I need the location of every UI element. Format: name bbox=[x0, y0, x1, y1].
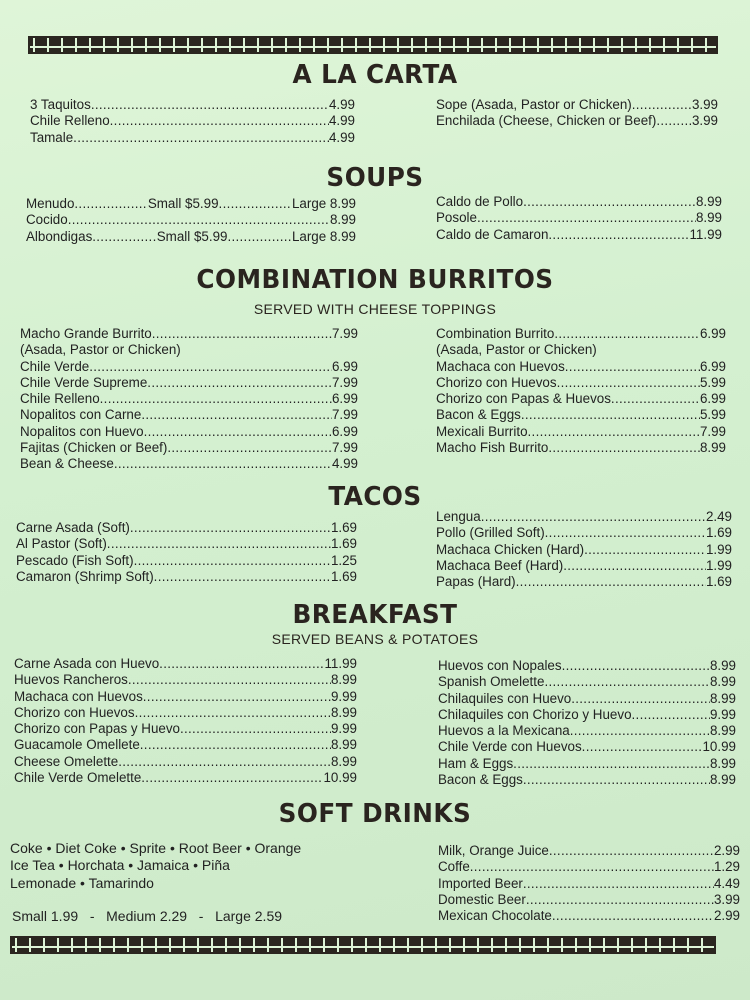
menu-item bbox=[438, 723, 736, 739]
dot-leader bbox=[570, 723, 710, 739]
menu-item-price: 1.69 bbox=[705, 525, 732, 541]
menu-item-name: Bacon & Eggs bbox=[438, 772, 523, 788]
menu-item bbox=[438, 658, 736, 674]
menu-item-name: Al Pastor (Soft) bbox=[16, 536, 107, 552]
menu-item bbox=[436, 542, 732, 558]
menu-item bbox=[436, 342, 726, 358]
dot-leader bbox=[147, 375, 332, 391]
tacos-right bbox=[436, 509, 732, 590]
menu-item bbox=[436, 326, 726, 342]
menu-item-price: 5.99 bbox=[699, 374, 726, 390]
dot-leader bbox=[181, 342, 358, 358]
section-title-a-la-carta: A LA CARTA bbox=[292, 60, 458, 90]
menu-item-price: 11.99 bbox=[689, 226, 722, 242]
menu-item-price: 9.99 bbox=[330, 688, 357, 704]
menu-item-price: 1.99 bbox=[705, 557, 732, 573]
menu-item bbox=[14, 754, 357, 770]
dot-leader bbox=[118, 754, 331, 770]
menu-item bbox=[26, 212, 356, 228]
menu-item-price: 4.99 bbox=[328, 97, 355, 112]
dot-leader bbox=[114, 456, 332, 472]
section-title-breakfast: BREAKFAST bbox=[292, 600, 458, 630]
menu-item bbox=[14, 656, 357, 672]
dot-leader bbox=[143, 689, 331, 705]
menu-item-name: Chorizo con Papas & Huevos bbox=[436, 391, 611, 407]
menu-item-price: 2.99 bbox=[713, 908, 740, 924]
dot-leader bbox=[141, 407, 332, 423]
section-subtitle-burritos: SERVED WITH CHEESE TOPPINGS bbox=[253, 301, 497, 317]
menu-item-price: 6.99 bbox=[331, 358, 358, 374]
menu-item-name: Nopalitos con Huevo bbox=[20, 423, 144, 439]
tacos-left bbox=[16, 520, 357, 585]
menu-item-price: 9.99 bbox=[709, 706, 736, 722]
menu-item-name: Bacon & Eggs bbox=[436, 407, 521, 423]
menu-item-price: 8.99 bbox=[709, 658, 736, 673]
menu-item-name: Chile Verde Omelette bbox=[14, 770, 142, 786]
dot-leader bbox=[92, 229, 156, 245]
menu-item-price: 2.99 bbox=[713, 843, 740, 858]
dot-leader bbox=[516, 574, 706, 590]
menu-item-name: Fajitas (Chicken or Beef) bbox=[20, 440, 168, 456]
dot-leader bbox=[89, 359, 332, 375]
dot-leader bbox=[140, 737, 331, 753]
dot-leader bbox=[548, 440, 700, 456]
menu-item-price: 8.99 bbox=[695, 210, 722, 226]
menu-item bbox=[20, 359, 358, 375]
menu-item bbox=[30, 113, 355, 129]
menu-item bbox=[20, 456, 358, 472]
dot-leader bbox=[100, 391, 332, 407]
menu-item-name: Camaron (Shrimp Soft) bbox=[16, 568, 154, 584]
dot-leader bbox=[562, 658, 710, 674]
section-title-combination-burritos: COMBINATION BURRITOS bbox=[196, 265, 554, 295]
menu-item-price: 2.49 bbox=[705, 509, 732, 524]
menu-item bbox=[438, 908, 740, 924]
menu-item-name: Nopalitos con Carne bbox=[20, 407, 142, 423]
menu-item-name: Imported Beer bbox=[438, 875, 523, 891]
menu-item-small-price: Small $5.99 bbox=[156, 228, 228, 244]
menu-item-price: 4.99 bbox=[328, 129, 355, 145]
menu-item-name: Macho Fish Burrito bbox=[436, 440, 549, 456]
menu-item-name: Cheese Omelette bbox=[14, 753, 119, 769]
a-la-carta-right bbox=[436, 97, 718, 130]
dot-leader bbox=[552, 908, 714, 924]
menu-item bbox=[16, 553, 357, 569]
menu-item-name: Spanish Omelette bbox=[438, 674, 545, 690]
menu-item-price: 8.99 bbox=[709, 690, 736, 706]
menu-item-name: Chorizo con Papas y Huevo bbox=[14, 721, 180, 737]
menu-item-name: Chile Verde con Huevos bbox=[438, 739, 582, 755]
menu-item-price: 7.99 bbox=[331, 407, 358, 423]
menu-item bbox=[436, 113, 718, 129]
menu-item-name: Chile Verde bbox=[20, 358, 90, 374]
menu-item bbox=[436, 97, 718, 113]
soups-right bbox=[436, 194, 722, 243]
menu-item bbox=[436, 375, 726, 391]
menu-item-name: Chorizo con Huevos bbox=[436, 374, 557, 390]
dot-leader bbox=[557, 375, 700, 391]
menu-item-price: 8.99 bbox=[709, 723, 736, 739]
section-title-soft-drinks: SOFT DRINKS bbox=[278, 799, 472, 829]
greek-key-border-bottom bbox=[10, 936, 716, 954]
menu-item-price: 1.69 bbox=[330, 568, 357, 584]
menu-item bbox=[436, 359, 726, 375]
menu-item-price: 8.99 bbox=[709, 772, 736, 788]
menu-item-name: 3 Taquitos bbox=[30, 97, 91, 112]
menu-item bbox=[438, 756, 736, 772]
soft-drinks-line: Coke • Diet Coke • Sprite • Root Beer • Orange bbox=[10, 840, 302, 856]
menu-item-name: Carne Asada con Huevo bbox=[14, 656, 160, 671]
menu-item bbox=[436, 440, 726, 456]
dot-leader bbox=[477, 210, 696, 226]
soft-drinks-right bbox=[438, 843, 740, 924]
menu-item-price: 6.99 bbox=[699, 358, 726, 374]
section-title-soups: SOUPS bbox=[326, 163, 424, 193]
menu-item bbox=[26, 196, 356, 212]
burritos-right bbox=[436, 326, 726, 456]
menu-item bbox=[16, 569, 357, 585]
menu-item-price: 4.99 bbox=[328, 113, 355, 129]
dot-leader bbox=[513, 756, 710, 772]
menu-item-price: 10.99 bbox=[702, 739, 736, 755]
menu-item-price: Large 8.99 bbox=[291, 228, 356, 244]
menu-item bbox=[20, 326, 358, 342]
menu-item-name: Mexicali Burrito bbox=[436, 423, 528, 439]
dot-leader bbox=[152, 326, 332, 342]
menu-item-name: Pescado (Fish Soft) bbox=[16, 552, 134, 568]
soft-drinks-line: Lemonade • Tamarindo bbox=[10, 874, 154, 891]
menu-item-name: Chorizo con Huevos bbox=[14, 704, 135, 720]
menu-item bbox=[436, 407, 726, 423]
dot-leader bbox=[470, 859, 714, 875]
menu-item bbox=[30, 130, 355, 146]
menu-item-name: Machaca con Huevos bbox=[436, 358, 565, 374]
menu-item-price: 3.99 bbox=[691, 97, 718, 112]
menu-item bbox=[20, 375, 358, 391]
menu-item-name: Posole bbox=[436, 210, 477, 226]
menu-item-name: Chile Relleno bbox=[30, 113, 110, 129]
dot-leader bbox=[597, 342, 726, 358]
menu-item-price: 8.99 bbox=[330, 737, 357, 753]
menu-item-price: 1.69 bbox=[330, 536, 357, 552]
menu-item-name: Albondigas bbox=[26, 228, 93, 244]
menu-item-price: 1.69 bbox=[330, 520, 357, 535]
menu-item-price: Large 8.99 bbox=[291, 196, 356, 211]
menu-item-price: 1.25 bbox=[330, 552, 357, 568]
menu-item bbox=[438, 772, 736, 788]
menu-item-price: 1.69 bbox=[705, 574, 732, 590]
dot-leader bbox=[563, 558, 706, 574]
menu-item bbox=[438, 674, 736, 690]
menu-item-price: 8.99 bbox=[695, 194, 722, 209]
menu-item bbox=[30, 97, 355, 113]
dot-leader bbox=[159, 656, 324, 672]
menu-item-price: 7.99 bbox=[331, 374, 358, 390]
dot-leader bbox=[91, 97, 329, 113]
menu-item-price: 4.99 bbox=[331, 456, 358, 472]
menu-item bbox=[14, 689, 357, 705]
dot-leader bbox=[521, 407, 700, 423]
dot-leader bbox=[481, 509, 706, 525]
menu-item-name: Chile Relleno bbox=[20, 391, 100, 407]
menu-item-name: Pollo (Grilled Soft) bbox=[436, 525, 545, 541]
menu-item bbox=[20, 440, 358, 456]
section-title-tacos: TACOS bbox=[328, 482, 422, 512]
dot-leader bbox=[110, 113, 329, 129]
dot-leader bbox=[134, 553, 331, 569]
dot-leader bbox=[141, 770, 323, 786]
menu-item bbox=[20, 342, 358, 358]
menu-item-price: 8.99 bbox=[699, 440, 726, 456]
menu-item-name: Chilaquiles con Huevo bbox=[438, 690, 572, 706]
dot-leader bbox=[219, 196, 292, 212]
menu-item bbox=[436, 227, 722, 243]
dot-leader bbox=[548, 227, 689, 243]
menu-item-name: Machaca Chicken (Hard) bbox=[436, 541, 585, 557]
menu-item bbox=[14, 672, 357, 688]
menu-item-name: Lengua bbox=[436, 509, 481, 524]
menu-item bbox=[436, 525, 732, 541]
dot-leader bbox=[611, 391, 700, 407]
menu-item bbox=[436, 509, 732, 525]
menu-item-price: 8.99 bbox=[330, 672, 357, 688]
menu-item-price: 10.99 bbox=[323, 770, 357, 786]
menu-item bbox=[438, 739, 736, 755]
menu-item bbox=[16, 520, 357, 536]
menu-item-price: 1.29 bbox=[713, 859, 740, 875]
dot-leader bbox=[128, 672, 331, 688]
dot-leader bbox=[68, 212, 330, 228]
menu-item-name: Guacamole Omellete bbox=[14, 737, 140, 753]
menu-item-name: Papas (Hard) bbox=[436, 574, 516, 590]
menu-item-price: 6.99 bbox=[331, 391, 358, 407]
menu-item bbox=[16, 536, 357, 552]
menu-item bbox=[20, 407, 358, 423]
menu-item-price: 6.99 bbox=[699, 391, 726, 407]
dot-leader bbox=[144, 424, 332, 440]
dot-leader bbox=[584, 542, 706, 558]
dot-leader bbox=[180, 721, 331, 737]
dot-leader bbox=[167, 440, 332, 456]
dot-leader bbox=[554, 326, 700, 342]
menu-item-name: Mexican Chocolate bbox=[438, 908, 552, 924]
menu-item-name: Carne Asada (Soft) bbox=[16, 520, 130, 535]
dot-leader bbox=[107, 536, 331, 552]
menu-item bbox=[14, 705, 357, 721]
menu-item-name: Coffe bbox=[438, 859, 470, 875]
dot-leader bbox=[632, 97, 692, 113]
menu-item bbox=[438, 707, 736, 723]
dot-leader bbox=[130, 520, 331, 536]
menu-item-name: Ham & Eggs bbox=[438, 755, 514, 771]
menu-item bbox=[436, 194, 722, 210]
menu-item bbox=[436, 424, 726, 440]
breakfast-right bbox=[438, 658, 736, 788]
soups-left bbox=[26, 196, 356, 245]
menu-item-price: 9.99 bbox=[330, 721, 357, 737]
menu-item-price: 6.99 bbox=[699, 326, 726, 341]
menu-item-name: (Asada, Pastor or Chicken) bbox=[436, 342, 597, 358]
greek-key-border-top bbox=[28, 36, 718, 54]
breakfast-left bbox=[14, 656, 357, 786]
dot-leader bbox=[544, 674, 709, 690]
menu-item-name: Machaca con Huevos bbox=[14, 688, 143, 704]
menu-item-name: Caldo de Pollo bbox=[436, 194, 524, 209]
menu-item-price: 8.99 bbox=[709, 755, 736, 771]
menu-item-price: 4.49 bbox=[713, 875, 740, 891]
menu-item-price: 7.99 bbox=[331, 440, 358, 456]
dot-leader bbox=[582, 739, 703, 755]
menu-item-name: Bean & Cheese bbox=[20, 456, 114, 472]
menu-item bbox=[436, 210, 722, 226]
dot-leader bbox=[74, 196, 147, 212]
menu-item-price: 8.99 bbox=[330, 704, 357, 720]
dot-leader bbox=[632, 707, 710, 723]
menu-item-name: Macho Grande Burrito bbox=[20, 326, 152, 341]
dot-leader bbox=[73, 130, 329, 146]
menu-item-price: 3.99 bbox=[691, 113, 718, 129]
menu-item-price: 6.99 bbox=[331, 423, 358, 439]
dot-leader bbox=[565, 359, 700, 375]
menu-item-name: Huevos a la Mexicana bbox=[438, 723, 570, 739]
menu-item bbox=[20, 391, 358, 407]
dot-leader bbox=[528, 424, 700, 440]
menu-item bbox=[26, 229, 356, 245]
soft-drinks-sizes: Small 1.99 - Medium 2.29 - Large 2.59 bbox=[12, 908, 283, 924]
menu-item-name: Huevos con Nopales bbox=[438, 658, 562, 673]
menu-item bbox=[438, 691, 736, 707]
menu-item-price: 7.99 bbox=[699, 423, 726, 439]
dot-leader bbox=[523, 194, 696, 210]
dot-leader bbox=[571, 691, 710, 707]
burritos-left bbox=[20, 326, 358, 473]
menu-item bbox=[436, 391, 726, 407]
menu-item bbox=[436, 574, 732, 590]
menu-item bbox=[436, 558, 732, 574]
menu-item-name: Caldo de Camaron bbox=[436, 226, 549, 242]
dot-leader bbox=[135, 705, 331, 721]
menu-item bbox=[14, 737, 357, 753]
dot-leader bbox=[526, 892, 714, 908]
a-la-carta-left bbox=[30, 97, 355, 146]
menu-item-price: 1.99 bbox=[705, 541, 732, 557]
menu-item-price: 8.99 bbox=[330, 753, 357, 769]
menu-item-name: Chile Verde Supreme bbox=[20, 374, 148, 390]
menu-item-price: 11.99 bbox=[324, 656, 357, 671]
dot-leader bbox=[154, 569, 331, 585]
dot-leader bbox=[523, 876, 714, 892]
dot-leader bbox=[545, 525, 706, 541]
dot-leader bbox=[549, 843, 714, 859]
soft-drinks-list bbox=[10, 840, 370, 892]
menu-item-name: Sope (Asada, Pastor or Chicken) bbox=[436, 97, 632, 112]
menu-item bbox=[14, 721, 357, 737]
menu-item-price: 3.99 bbox=[713, 891, 740, 907]
menu-item-name: Milk, Orange Juice bbox=[438, 843, 549, 858]
menu-item-small-price: Small $5.99 bbox=[147, 196, 219, 211]
menu-item-price: 8.99 bbox=[709, 674, 736, 690]
menu-item-name: Machaca Beef (Hard) bbox=[436, 557, 564, 573]
dot-leader bbox=[656, 113, 692, 129]
menu-item-name: Domestic Beer bbox=[438, 891, 526, 907]
menu-item bbox=[438, 876, 740, 892]
dot-leader bbox=[523, 772, 710, 788]
menu-item-name: Cocido bbox=[26, 212, 68, 228]
menu-item bbox=[438, 859, 740, 875]
dot-leader bbox=[227, 229, 291, 245]
menu-item-name: Combination Burrito bbox=[436, 326, 555, 341]
menu-item-name: (Asada, Pastor or Chicken) bbox=[20, 342, 181, 358]
menu-item-name: Huevos Rancheros bbox=[14, 672, 128, 688]
menu-item bbox=[438, 892, 740, 908]
section-subtitle-breakfast: SERVED BEANS & POTATOES bbox=[271, 631, 479, 647]
menu-item-name: Tamale bbox=[30, 129, 74, 145]
menu-item-name: Chilaquiles con Chorizo y Huevo bbox=[438, 706, 632, 722]
menu-item-name: Enchilada (Cheese, Chicken or Beef) bbox=[436, 113, 657, 129]
menu-item bbox=[14, 770, 357, 786]
menu-item-price: 7.99 bbox=[331, 326, 358, 341]
menu-item-name: Menudo bbox=[26, 196, 75, 211]
menu-item-price: 5.99 bbox=[699, 407, 726, 423]
menu-item-price: 8.99 bbox=[329, 212, 356, 228]
menu-item bbox=[20, 424, 358, 440]
menu-item bbox=[438, 843, 740, 859]
soft-drinks-line: Ice Tea • Horchata • Jamaica • Piña bbox=[10, 857, 230, 874]
